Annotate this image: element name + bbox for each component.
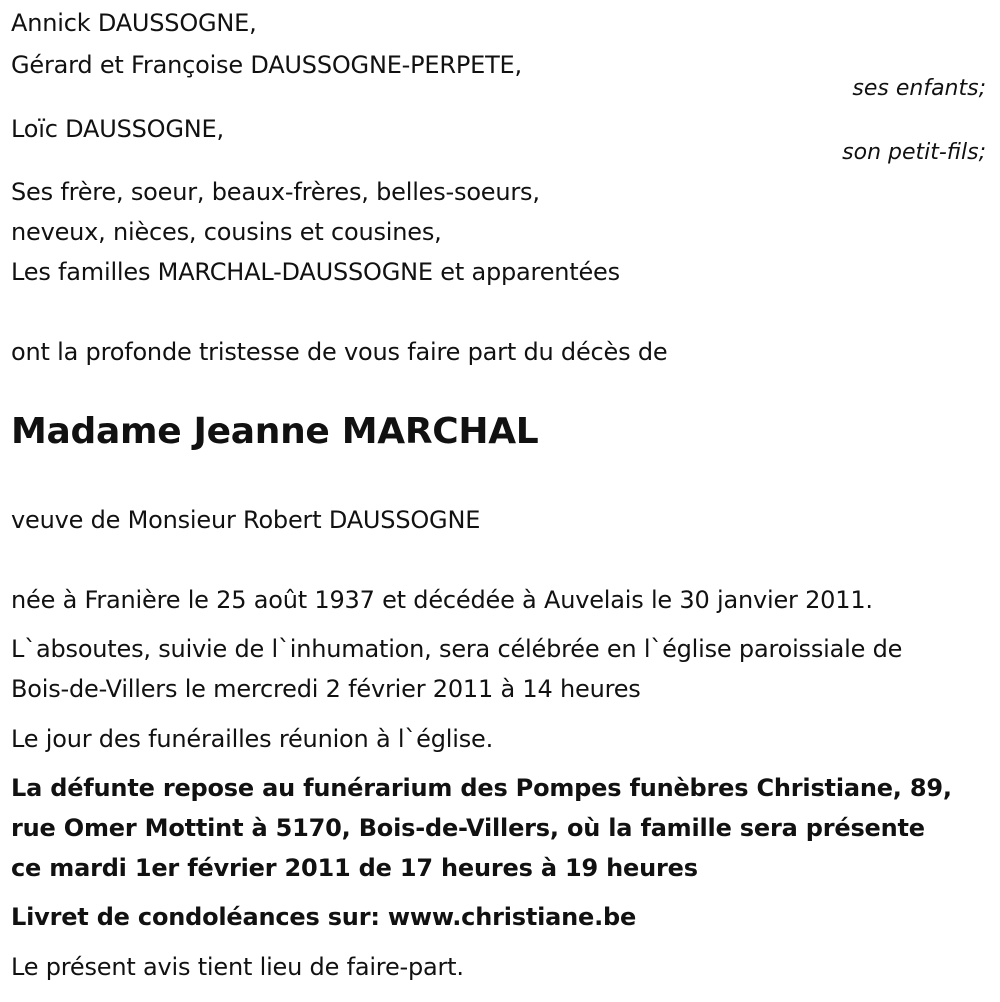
meeting-note: Le jour des funérailles réunion à l`église. [11, 725, 494, 753]
child-name-2: Gérard et Françoise DAUSSOGNE-PERPETE, [11, 51, 522, 79]
announcement-text: ont la profonde tristesse de vous faire part du décès de [11, 338, 668, 366]
ceremony-line-2: Bois-de-Villers le mercredi 2 février 2011 à 14 heures [11, 675, 641, 703]
rest-place-line-3: ce mardi 1er février 2011 de 17 heures à 19 heures [11, 854, 698, 882]
grandchild-role: son petit-fils; [842, 140, 986, 165]
birth-death-dates: née à Franière le 25 août 1937 et décédée à Auvelais le 30 janvier 2011. [11, 586, 873, 614]
rest-place-line-2: rue Omer Mottint à 5170, Bois-de-Villers, où la famille sera présente [11, 814, 925, 842]
footer-note: Le présent avis tient lieu de faire-part. [11, 953, 464, 981]
spouse-line: veuve de Monsieur Robert DAUSSOGNE [11, 506, 481, 534]
condolences-link-line[interactable]: Livret de condoléances sur: www.christiane.be [11, 903, 637, 931]
relatives-line-1: Ses frère, soeur, beaux-frères, belles-soeurs, [11, 178, 540, 206]
child-name-1: Annick DAUSSOGNE, [11, 9, 257, 37]
deceased-name: Madame Jeanne MARCHAL [11, 411, 539, 452]
grandchild-name: Loïc DAUSSOGNE, [11, 115, 224, 143]
rest-place-line-1: La défunte repose au funérarium des Pompes funèbres Christiane, 89, [11, 774, 952, 802]
children-role: ses enfants; [852, 76, 986, 101]
ceremony-line-1: L`absoutes, suivie de l`inhumation, sera célébrée en l`église paroissiale de [11, 635, 903, 663]
relatives-line-3: Les familles MARCHAL-DAUSSOGNE et apparentées [11, 258, 620, 286]
relatives-line-2: neveux, nièces, cousins et cousines, [11, 218, 442, 246]
